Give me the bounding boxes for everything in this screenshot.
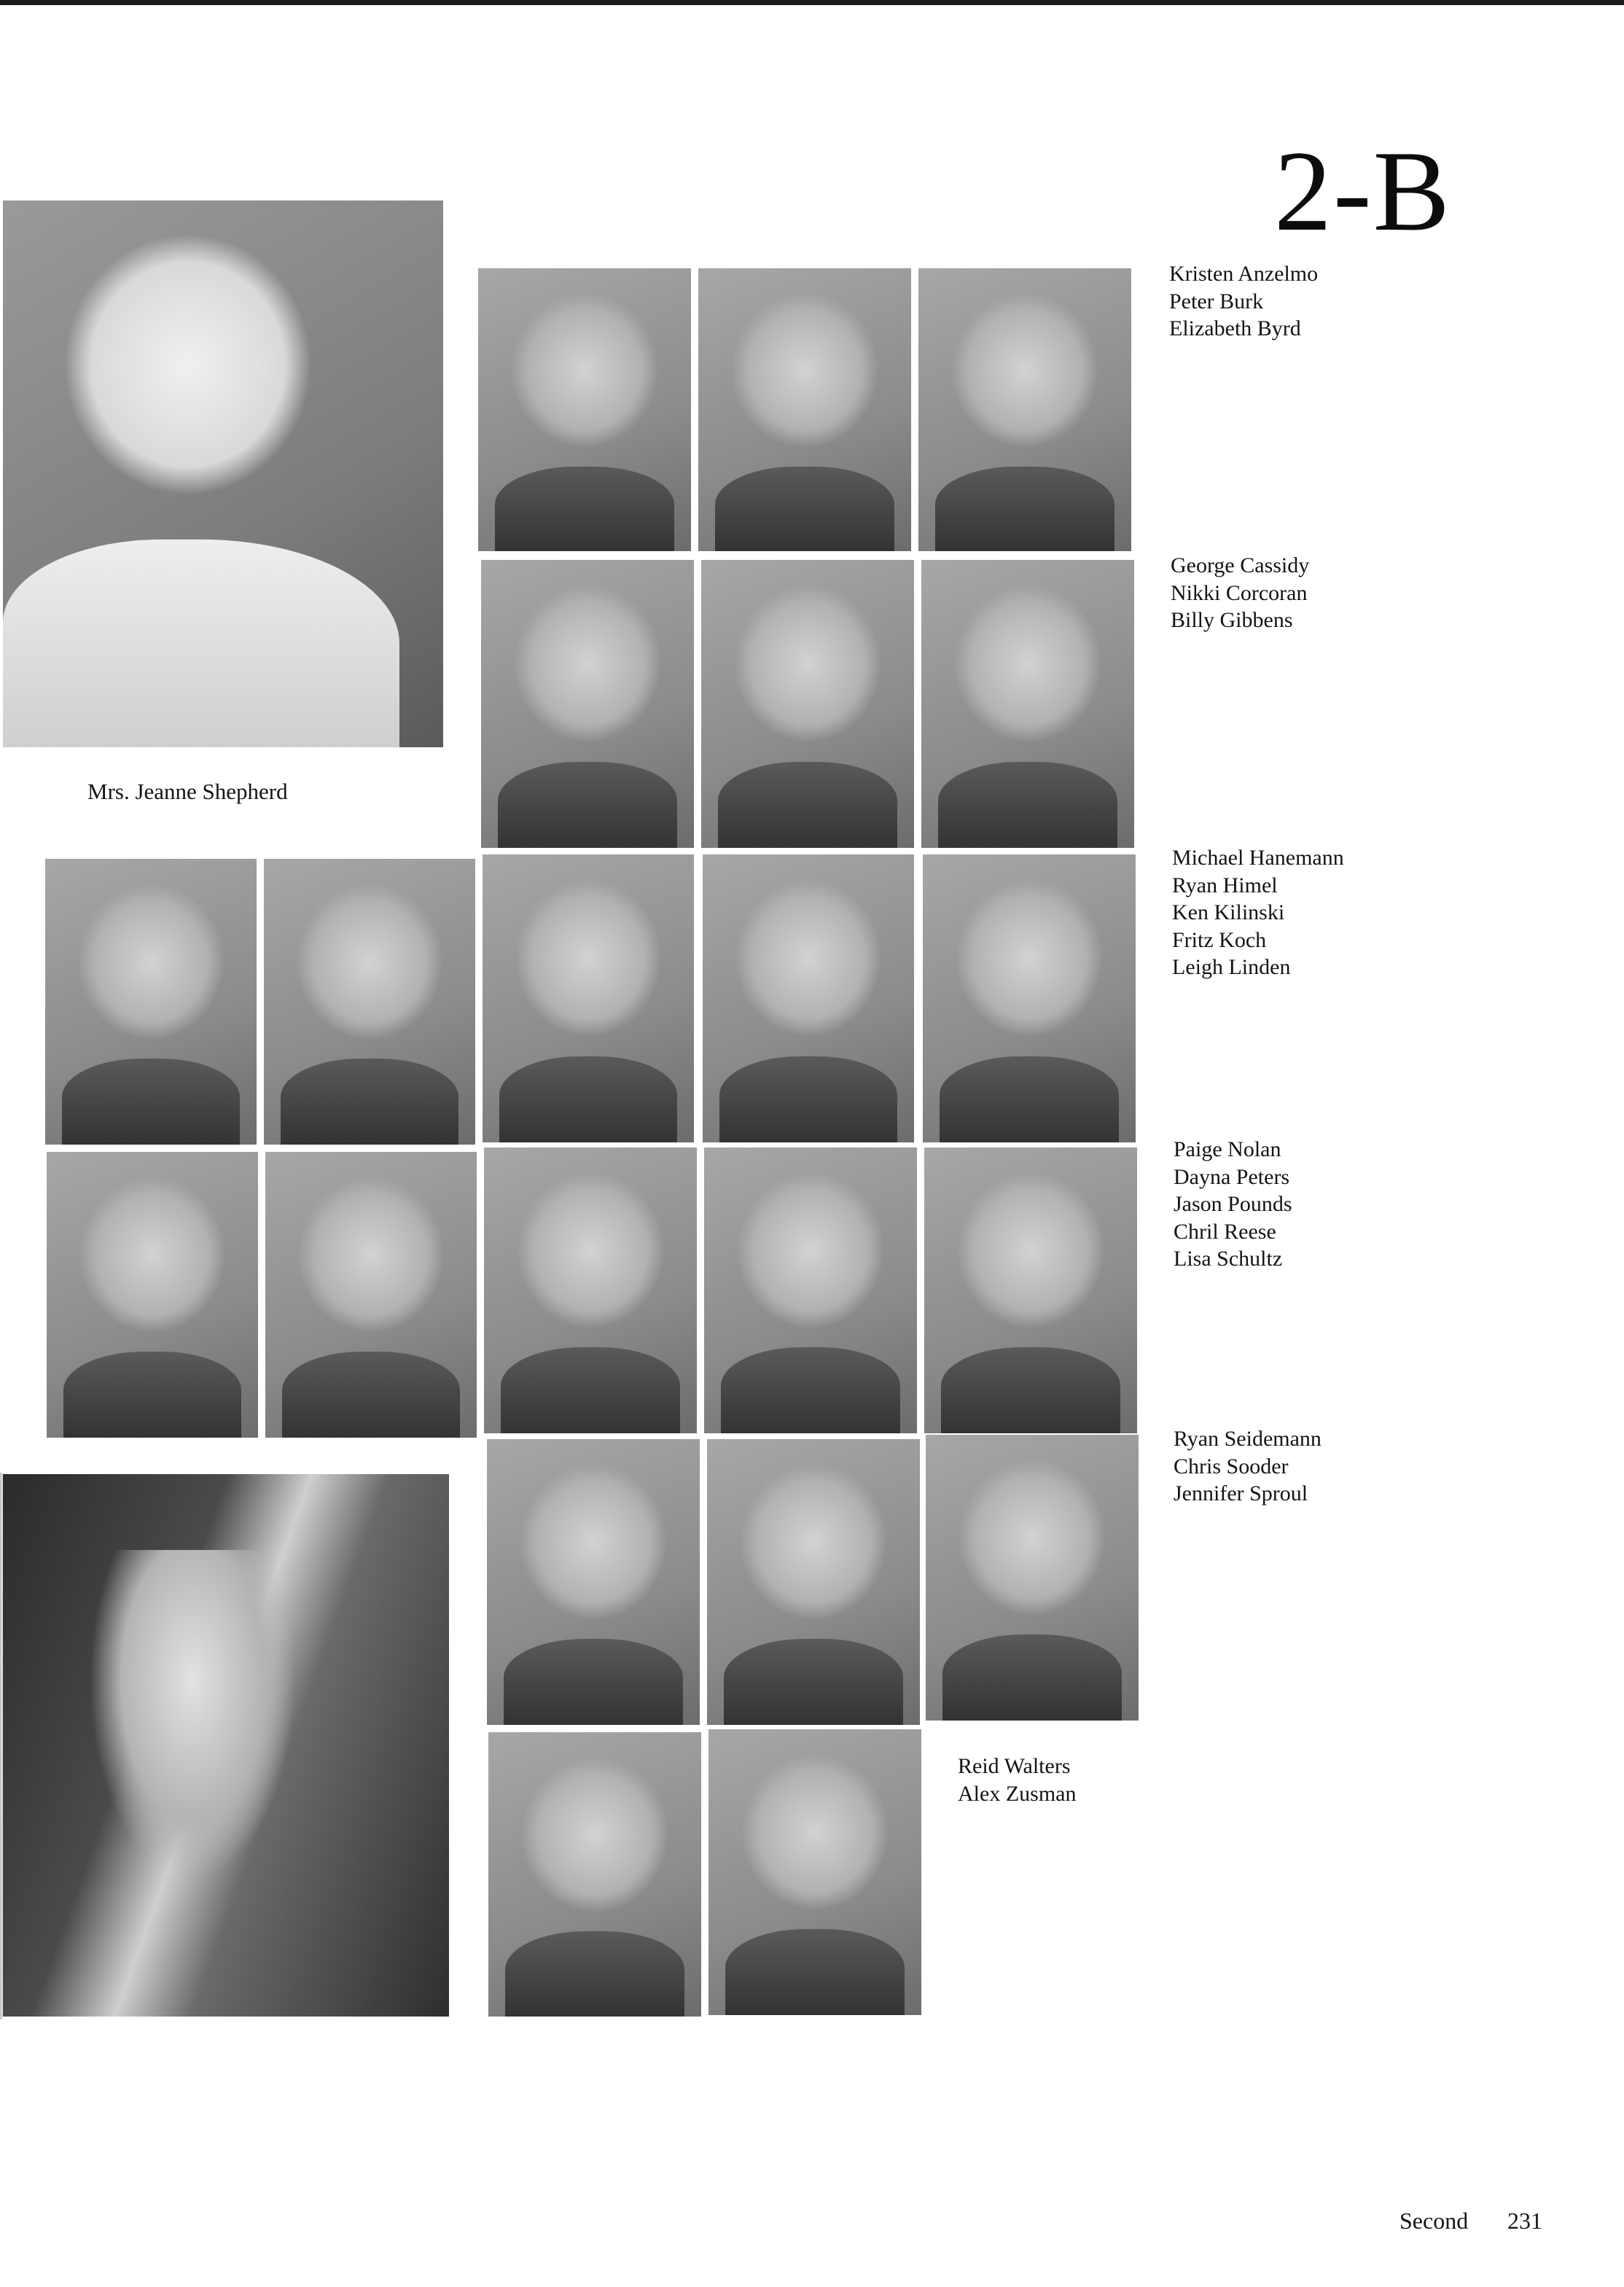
name-group-row-6 (958, 1753, 1076, 1807)
student-portrait (487, 1439, 700, 1725)
student-portrait (701, 560, 914, 848)
student-portrait (707, 1439, 920, 1725)
student-name: Peter Burk (1169, 289, 1264, 313)
student-name: Nikki Corcoran (1171, 580, 1308, 605)
student-name: Elizabeth Byrd (1169, 316, 1301, 340)
student-portrait (703, 854, 914, 1142)
student-name: Paige Nolan (1174, 1137, 1281, 1161)
student-name: Michael Hanemann (1172, 846, 1344, 870)
student-portrait (47, 1152, 258, 1438)
student-portrait (483, 854, 694, 1142)
student-portrait (924, 1148, 1137, 1433)
student-portrait (926, 1435, 1139, 1721)
student-portrait (918, 268, 1131, 551)
student-name: Ryan Seidemann (1174, 1427, 1322, 1451)
name-group-row-3 (1172, 844, 1344, 981)
page-number: 231 (1507, 2208, 1542, 2234)
name-group-row-5 (1174, 1425, 1322, 1508)
student-name: Ken Kilinski (1172, 900, 1285, 924)
student-name: Dayna Peters (1174, 1164, 1290, 1189)
student-name: Ryan Himel (1172, 873, 1278, 897)
student-portrait (921, 560, 1134, 848)
teacher-photo (3, 200, 443, 747)
student-portrait (45, 859, 257, 1145)
student-portrait (704, 1148, 917, 1433)
student-portrait (484, 1148, 697, 1433)
section-title: 2-B (1274, 128, 1451, 255)
folio-section-label: Second (1399, 2208, 1469, 2234)
student-name: Fritz Koch (1172, 927, 1267, 952)
student-portrait (265, 1152, 477, 1438)
name-group-row-4 (1174, 1136, 1292, 1273)
student-name: Jason Pounds (1174, 1192, 1292, 1216)
student-portrait (488, 1732, 701, 2017)
student-portrait (481, 560, 694, 848)
student-name: Billy Gibbens (1171, 608, 1293, 632)
candid-classroom-photo (3, 1474, 449, 2017)
student-name: George Cassidy (1171, 553, 1310, 577)
student-portrait (478, 268, 691, 551)
name-group-row-2 (1171, 552, 1309, 634)
student-name: Chris Sooder (1174, 1454, 1289, 1478)
teacher-caption: Mrs. Jeanne Shepherd (87, 779, 288, 804)
student-name: Reid Walters (958, 1754, 1071, 1778)
student-name: Kristen Anzelmo (1169, 262, 1319, 286)
student-portrait (923, 854, 1136, 1142)
student-name: Jennifer Sproul (1174, 1481, 1308, 1505)
scan-top-edge (0, 0, 1624, 5)
student-portrait (698, 268, 911, 551)
student-name: Leigh Linden (1172, 955, 1291, 979)
student-portrait (708, 1729, 921, 2015)
student-name: Lisa Schultz (1174, 1247, 1283, 1271)
name-group-row-1 (1169, 260, 1318, 343)
student-name: Alex Zusman (958, 1781, 1077, 1806)
student-portrait (264, 859, 475, 1145)
student-name: Chril Reese (1174, 1219, 1276, 1244)
